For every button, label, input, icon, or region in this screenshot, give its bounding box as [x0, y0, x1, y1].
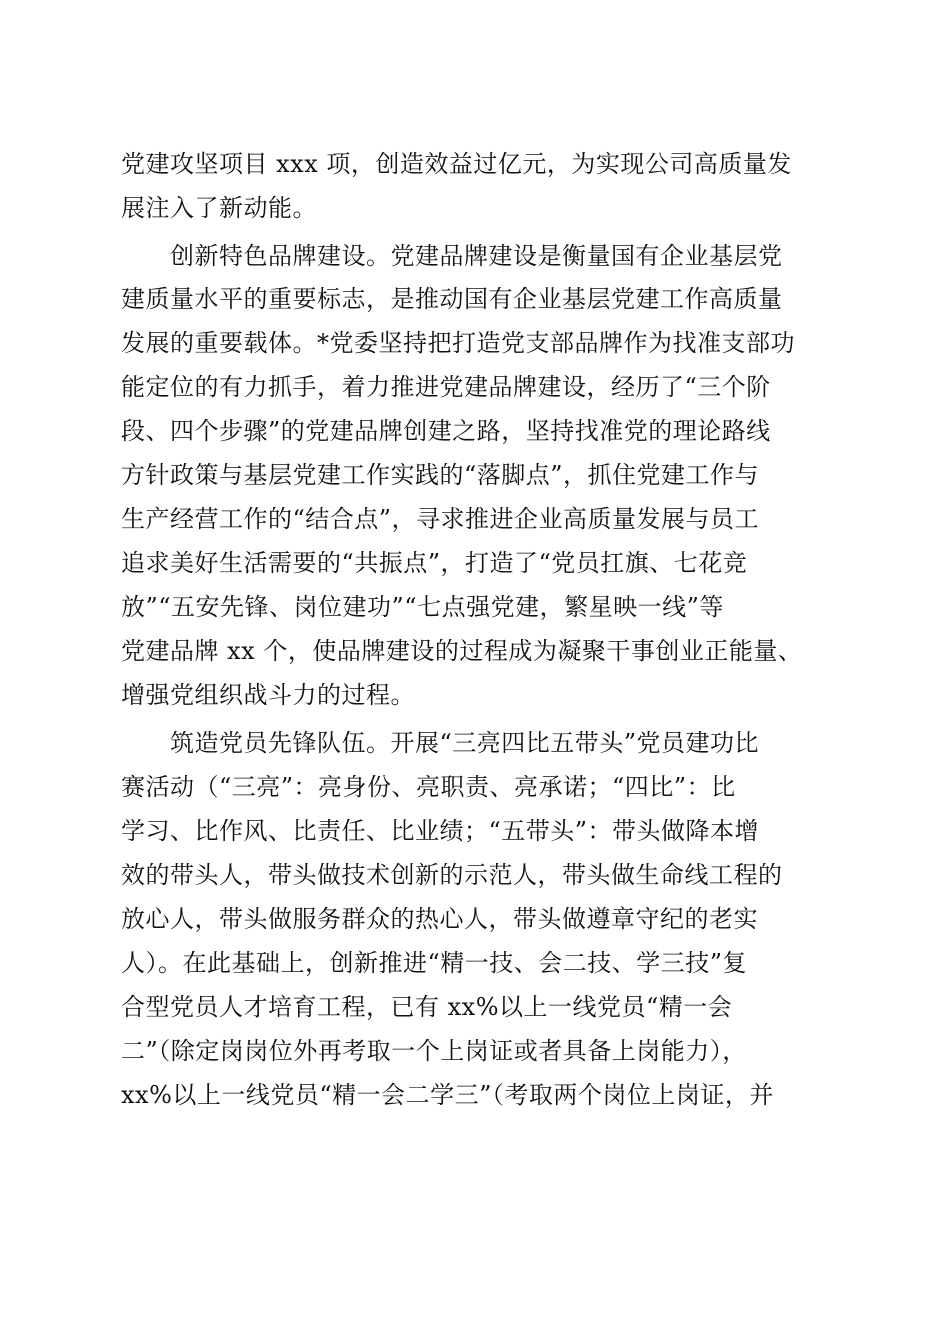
paragraph-line: 发展的重要载体。*党委坚持把打造党支部品牌作为找准支部功: [121, 329, 795, 357]
paragraph-line: 学习、比作风、比责任、比业绩；“五带头”：带头做降本增: [121, 817, 760, 845]
paragraph-line: 展注入了新动能。: [121, 194, 317, 222]
paragraph-line: 生产经营工作的“结合点”，寻求推进企业高质量发展与员工: [121, 505, 760, 533]
paragraph-line: 能定位的有力抓手，着力推进党建品牌建设，经历了“三个阶: [121, 373, 771, 401]
paragraph-line: 党建品牌 xx 个，使品牌建设的过程成为凝聚干事创业正能量、: [121, 637, 803, 665]
paragraph-line: 二”（除定岗岗位外再考取一个上岗证或者具备上岗能力），: [121, 1037, 747, 1065]
paragraph-line: 追求美好生活需要的“共振点”，打造了“党员扛旗、七花竞: [121, 549, 748, 577]
paragraph-line: 增强党组织战斗力的过程。: [121, 681, 415, 709]
paragraph-line: xx%以上一线党员“精一会二学三”（考取两个岗位上岗证，并: [121, 1081, 774, 1109]
paragraph-line: 放”“五安先锋、岗位建功”“七点强党建，繁星映一线”等: [121, 593, 724, 621]
paragraph-line: 赛活动（“三亮”：亮身份、亮职责、亮承诺；“四比”：比: [121, 773, 736, 801]
paragraph-line: 效的带头人，带头做技术创新的示范人，带头做生命线工程的: [121, 861, 783, 889]
paragraph-line: 合型党员人才培育工程，已有 xx%以上一线党员“精一会: [121, 993, 733, 1021]
paragraph-line: 建质量水平的重要标志，是推动国有企业基层党建工作高质量: [121, 285, 783, 313]
paragraph-line: 人）。在此基础上，创新推进“精一技、会二技、学三技”复: [121, 949, 748, 977]
paragraph-line: 党建攻坚项目 xxx 项，创造效益过亿元，为实现公司高质量发: [121, 150, 792, 178]
paragraph-line: 筑造党员先锋队伍。开展“三亮四比五带头”党员建功比: [170, 729, 760, 757]
paragraph-line: 创新特色品牌建设。党建品牌建设是衡量国有企业基层党: [170, 242, 783, 270]
paragraph-line: 放心人，带头做服务群众的热心人，带头做遵章守纪的老实: [121, 905, 758, 933]
paragraph-line: 方针政策与基层党建工作实践的“落脚点”，抓住党建工作与: [121, 461, 760, 489]
paragraph-line: 段、四个步骤”的党建品牌创建之路，坚持找准党的理论路线: [121, 417, 771, 445]
